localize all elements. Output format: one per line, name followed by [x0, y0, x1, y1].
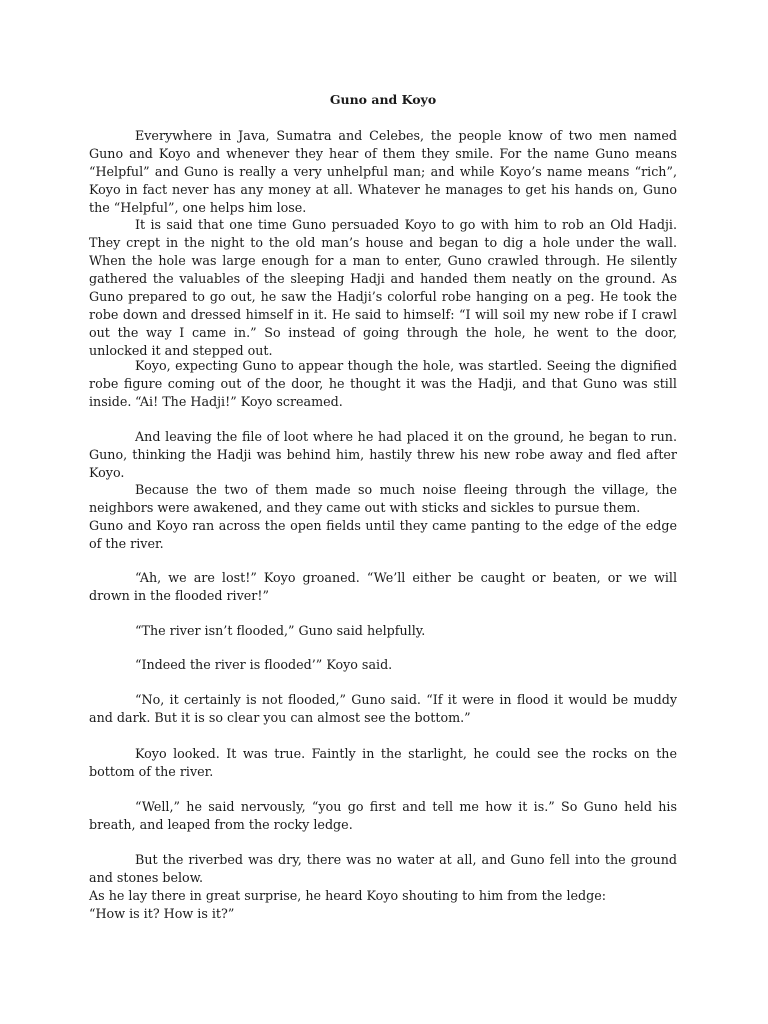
- paragraph-9: “The river isn’t flooded,” Guno said helpfully.: [135, 623, 426, 638]
- paragraph-15: As he lay there in great surprise, he heard Koyo shouting to him from the ledge:: [89, 888, 607, 903]
- paragraph-2: It is said that one time Guno persuaded Koyo to go with him to rob an Old Hadji. They crept in the night to the old man’s house and began to dig a hole under the wall. When the hole was large enough for a man to enter, Guno crawled through. He silently gathered the valuables of the sleeping Hadji and handed them neatly on the ground. As Guno prepared to go out, he saw the Hadji’s colorful robe hanging on a peg. He took the robe down and dressed himself in it. He said to himself: “I will soil my new robe if I crawl out the way I came in.” So instead of going through the hole, he went to the door, unlocked it and stepped out.: [89, 217, 677, 358]
- paragraph-1: Everywhere in Java, Sumatra and Celebes, the people know of two men named Guno and Koyo and whenever they hear of them they smile. For the name Guno means “Helpful” and Guno is really a very unhelpful man; and while Koyo’s name means “rich”, Koyo in fact never has any money at all. Whatever he manages to get his hands on, Guno the “Helpful”, one helps him lose.: [89, 128, 677, 215]
- paragraph-13: “Well,” he said nervously, “you go first and tell me how it is.” So Guno held his breath, and leaped from the rocky ledge.: [89, 799, 677, 832]
- paragraph-16: “How is it? How is it?”: [89, 906, 235, 921]
- paragraph-3: Koyo, expecting Guno to appear though the hole, was startled. Seeing the dignified robe figure coming out of the door, he thought it was the Hadji, and that Guno was still inside.: [89, 358, 677, 409]
- paragraph-8: “Ah, we are lost!” Koyo groaned. “We’ll either be caught or beaten, or we will drown in the flooded river!”: [89, 570, 677, 603]
- paragraph-6: Because the two of them made so much noise fleeing through the village, the neighbors were awakened, and they came out with sticks and sickles to pursue them.: [89, 482, 677, 515]
- paragraph-14: But the riverbed was dry, there was no water at all, and Guno fell into the ground and stones below.: [89, 852, 677, 885]
- paragraph-10: “Indeed the river is flooded’” Koyo said.: [135, 657, 393, 672]
- paragraph-5: And leaving the file of loot where he had placed it on the ground, he began to run. Guno, thinking the Hadji was behind him, hastily threw his new robe away and fled after Koyo.: [89, 429, 677, 480]
- paragraph-4: “Ai! The Hadji!” Koyo screamed.: [135, 394, 343, 409]
- document-title: Guno and Koyo: [329, 92, 437, 107]
- paragraph-12: Koyo looked. It was true. Faintly in the starlight, he could see the rocks on the bottom of the river.: [89, 746, 677, 779]
- paragraph-11: “No, it certainly is not flooded,” Guno said. “If it were in flood it would be muddy and dark. But it is so clear you can almost see the bottom.”: [89, 692, 677, 725]
- paragraph-7: Guno and Koyo ran across the open fields until they came panting to the edge of the edge of the river.: [89, 518, 677, 551]
